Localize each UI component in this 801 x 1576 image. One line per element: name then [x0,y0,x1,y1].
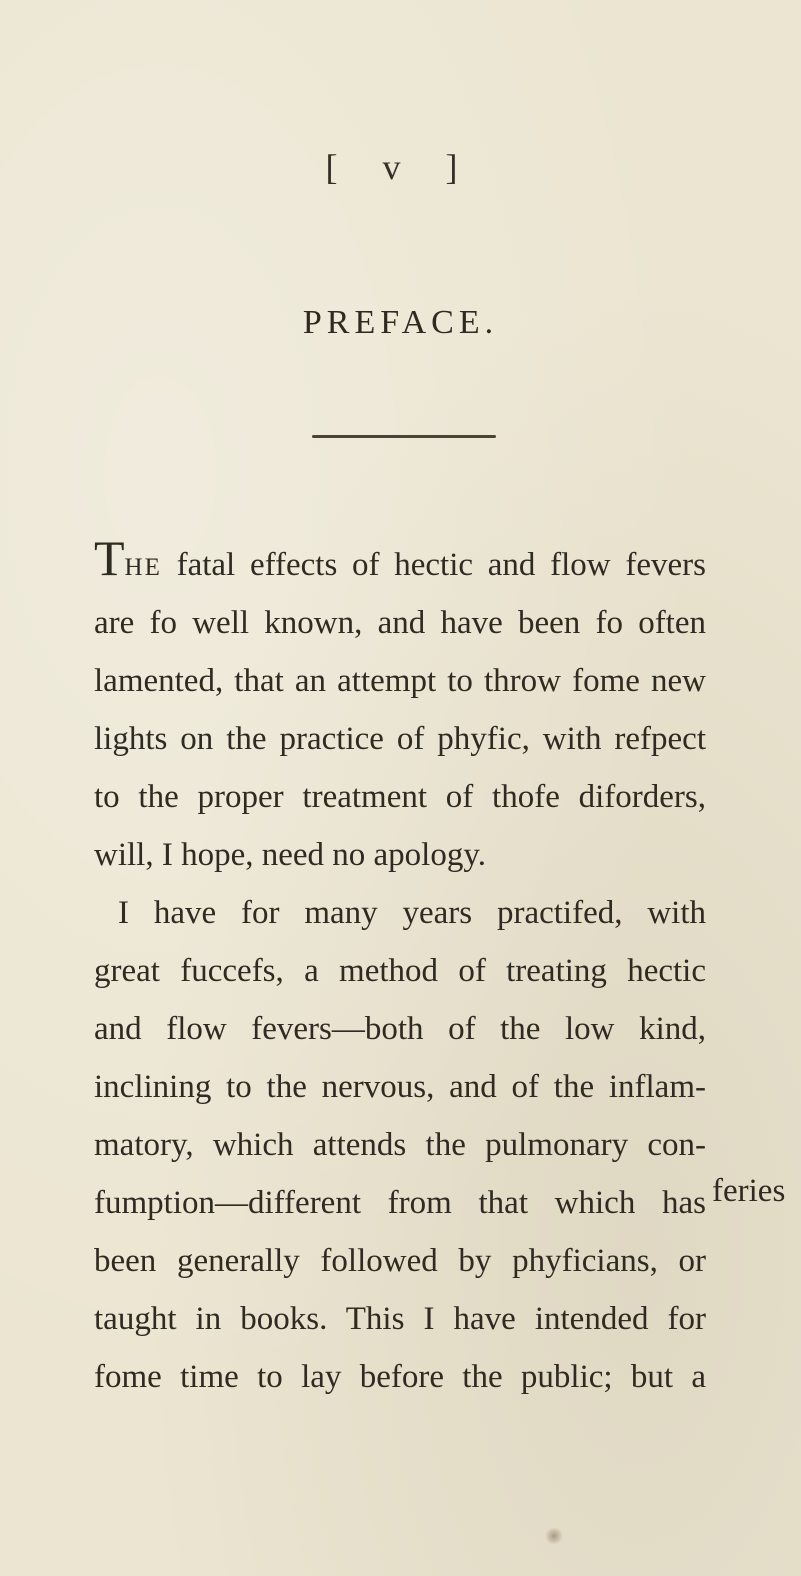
text-line-rest: fatal effects of hectic and flow fevers [161,547,706,583]
ornamental-rule [312,435,496,438]
text-line [94,536,706,594]
small-caps: HE [124,554,162,581]
text-line: fumption—different from that which has [94,1185,706,1221]
text-line: lamented, that an attempt to throw fome new [94,663,706,699]
text-line: are fo well known, and have been fo often [94,605,706,641]
text-line: and flow fevers—both of the low kind, [94,1011,706,1047]
text-line: fome time to lay before the public; but a [94,1359,706,1395]
text-line: will, I hope, need no apology. [94,837,486,873]
text-line: lights on the practice of phyfic, with refpect [94,721,706,757]
text-line: been generally followed by phyficians, or [94,1243,706,1279]
text-line: to the proper treatment of thofe diforders, [94,779,706,815]
drop-cap: T [94,536,125,586]
catchword: feries [712,1173,786,1209]
text-line: inclining to the nervous, and of the inflam- [94,1069,706,1105]
paper-stain [544,1528,564,1544]
body-text [94,536,706,1406]
preface-heading: PREFACE. [302,304,499,341]
text-line: great fuccefs, a method of treating hectic [94,953,706,989]
text-line: I have for many years practifed, with [118,895,706,931]
text-line: matory, which attends the pulmonary con- [94,1127,706,1163]
text-line: taught in books. This I have intended for [94,1301,706,1337]
page-number: [ v ] [325,147,476,187]
